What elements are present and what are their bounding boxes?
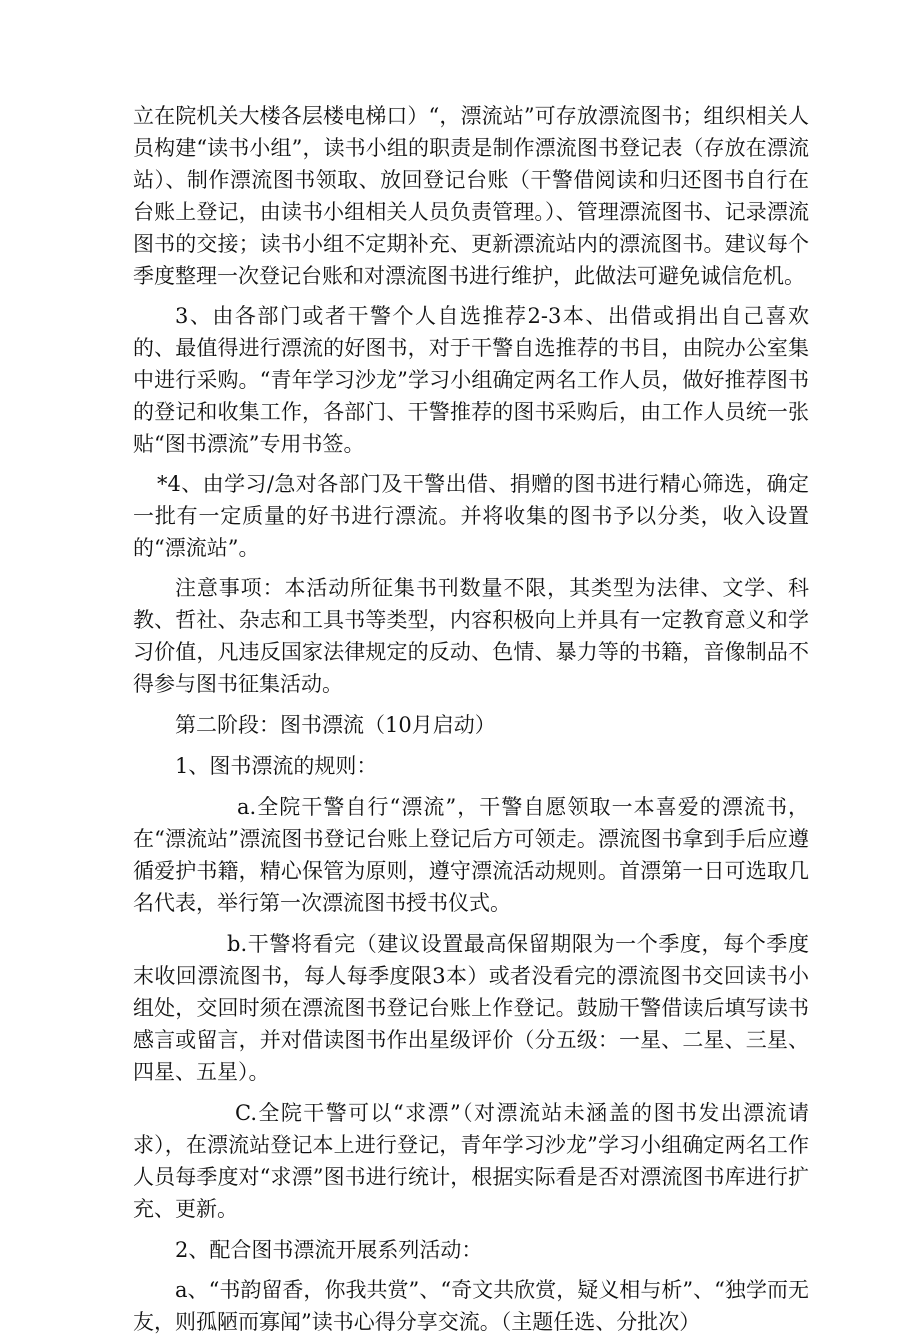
document-page	[133, 100, 809, 1338]
rule-a: a.全院干警自行“漂流”，干警自愿领取一本喜爱的漂流书，在“漂流站”漂流图书登记台账上登记后方可领走。漂流图书拿到手后应遵循爱护书籍，精心保管为原则，遵守漂流活动规则。首漂第一日可选取几名代表，举行第一次漂流图书授书仪式。	[133, 795, 809, 915]
paragraph-item-4: *4、由学习/急对各部门及干警出借、捐赠的图书进行精心筛选，确定一批有一定质量的好书进行漂流。并将收集的图书予以分类，收入设置的“漂流站”。	[133, 472, 809, 560]
paragraph-continuation: 立在院机关大楼各层楼电梯口）“，漂流站”可存放漂流图书；组织相关人员构建“读书小组”，读书小组的职责是制作漂流图书登记表（存放在漂流站）、制作漂流图书领取、放回登记台账（干警借阅读和归还图书自行在台账上登记，由读书小组相关人员负责管理。）、管理漂流图书、记录漂流图书的交接；读书小组不定期补充、更新漂流站内的漂流图书。建议每个季度整理一次登记台账和对漂流图书进行维护，此做法可避免诚信危机。	[133, 104, 809, 288]
rule-c: C.全院干警可以“求漂”（对漂流站未涵盖的图书发出漂流请求），在漂流站登记本上进行登记，青年学习沙龙”学习小组确定两名工作人员每季度对“求漂”图书进行统计，根据实际看是否对漂流图书库进行扩充、更新。	[133, 1101, 809, 1221]
subheading-activities: 2、配合图书漂流开展系列活动：	[175, 1238, 483, 1262]
paragraph-item-3: 3、由各部门或者干警个人自选推荐2-3本、出借或捐出自己喜欢的、最值得进行漂流的好图书，对于干警自选推荐的书目，由院办公室集中进行采购。“青年学习沙龙”学习小组确定两名工作人员，做好推荐图书的登记和收集工作，各部门、干警推荐的图书采购后，由工作人员统一张贴“图书漂流”专用书签。	[133, 304, 809, 456]
paragraph-notes: 注意事项：本活动所征集书刊数量不限，其类型为法律、文学、科教、哲社、杂志和工具书等类型，内容积极向上并具有一定教育意义和学习价值，凡违反国家法律规定的反动、色情、暴力等的书籍，音像制品不得参与图书征集活动。	[133, 576, 809, 696]
section-heading-stage-two: 第二阶段：图书漂流（10月启动）	[175, 713, 496, 737]
rule-b: b.干警将看完（建议设置最高保留期限为一个季度，每个季度末收回漂流图书，每人每季度限3本）或者没看完的漂流图书交回读书小组处，交回时须在漂流图书登记台账上作登记。鼓励干警借读后填写读书感言或留言，并对借读图书作出星级评价（分五级：一星、二星、三星、四星、五星）。	[133, 932, 809, 1084]
subheading-rules: 1、图书漂流的规则：	[175, 754, 378, 778]
activity-a: a、“书韵留香，你我共赏”、“奇文共欣赏，疑义相与析”、“独学而无友，则孤陋而寡闻”读书心得分享交流。（主题任选、分批次）	[133, 1278, 809, 1334]
